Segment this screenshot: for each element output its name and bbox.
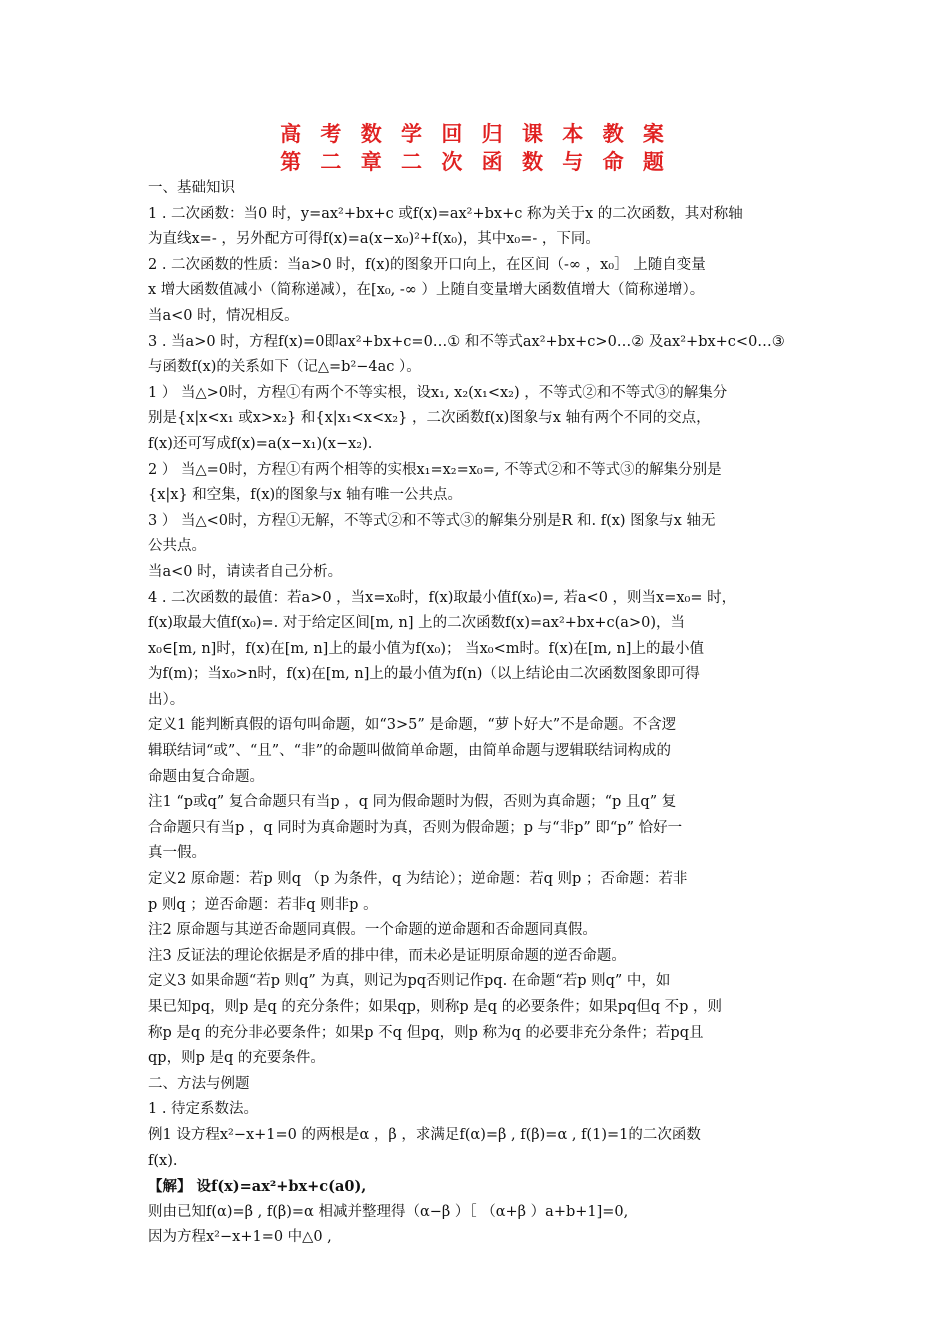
text-line: 因为方程x²−x+1=0 中△0 , <box>148 1229 332 1246</box>
text-line: 1 . 待定系数法。 <box>148 1101 259 1118</box>
text-line: 为f(m)；当x₀>n时，f(x)在[m, n]上的最小值为f(n)（以上结论由二次函数图象即可得 <box>148 666 700 683</box>
text-line: 公共点。 <box>148 538 206 555</box>
text-line: 例1 设方程x²−x+1=0 的两根是α ，β ，求满足f(α)=β , f(β)=α , f(1)=1的二次函数 <box>148 1126 701 1143</box>
text-line: x₀∈[m, n]时，f(x)在[m, n]上的最小值为f(x₀)； 当x₀<m时。f(x)在[m, n]上的最小值 <box>148 640 704 657</box>
text-line: f(x)取最大值f(x₀)=. 对于给定区间[m, n] 上的二次函数f(x)=ax²+bx+c(a>0)，当 <box>148 615 685 632</box>
text-line: 1 . 二次函数：当0 时，y=ax²+bx+c 或f(x)=ax²+bx+c 称为关于x 的二次函数，其对称轴 <box>148 205 743 222</box>
text-line: {x|x} 和空集，f(x)的图象与x 轴有唯一公共点。 <box>148 487 462 504</box>
text-line: 4 . 二次函数的最值：若a>0 ，当x=x₀时，f(x)取最小值f(x₀)=, 若a<0 ，则当x=x₀= 时， <box>148 589 737 606</box>
title-block <box>0 120 950 176</box>
text-line: 2 ） 当△=0时，方程①有两个相等的实根x₁=x₂=x₀=, 不等式②和不等式③的解集分别是 <box>148 461 722 478</box>
text-line: 当a<0 时，情况相反。 <box>148 307 299 324</box>
text-line: 辑联结词“或”、“且”、“非”的命题叫做简单命题，由简单命题与逻辑联结词构成的 <box>148 743 671 760</box>
text-line: 别是{x|x<x₁ 或x>x₂} 和{x|x₁<x<x₂} ，二次函数f(x)图象与x 轴有两个不同的交点， <box>148 410 711 427</box>
text-line: 3 ） 当△<0时，方程①无解，不等式②和不等式③的解集分别是R 和. f(x) 图象与x 轴无 <box>148 512 716 529</box>
text-line: p 则q ；逆否命题：若非q 则非p 。 <box>148 896 378 913</box>
text-line: 真一假。 <box>148 845 206 862</box>
text-line: 3 . 当a>0 时，方程f(x)=0即ax²+bx+c=0…① 和不等式ax²+bx+c>0…② 及ax²+bx+c<0…③ <box>148 333 785 350</box>
text-line: f(x). <box>148 1152 178 1169</box>
text-line: 当a<0 时，请读者自己分析。 <box>148 563 343 580</box>
text-line: 称p 是q 的充分非必要条件；如果p 不q 但pq，则p 称为q 的必要非充分条件；若pq且 <box>148 1024 704 1041</box>
text-line: 合命题只有当p ，q 同时为真命题时为真，否则为假命题；p 与“非p” 即“p” 恰好一 <box>148 819 683 836</box>
document-body <box>148 176 808 1251</box>
text-line: 则由已知f(α)=β , f(β)=α 相减并整理得（α−β ）［ （α+β ）a+b+1]=0, <box>148 1203 629 1220</box>
text-line: 二、方法与例题 <box>148 1075 250 1092</box>
text-line: 注2 原命题与其逆否命题同真假。一个命题的逆命题和否命题同真假。 <box>148 922 597 939</box>
text-line: 【解】 设f(x)=ax²+bx+c(a0), <box>148 1178 367 1196</box>
text-line: 注1 “p或q” 复合命题只有当p ，q 同为假命题时为假，否则为真命题；“p 且q” 复 <box>148 794 677 811</box>
text-line: 定义1 能判断真假的语句叫命题，如“3>5” 是命题，“萝卜好大”不是命题。不含逻 <box>148 717 677 734</box>
text-line: 定义3 如果命题“若p 则q” 为真，则记为pq否则记作pq. 在命题“若p 则q” 中，如 <box>148 973 671 990</box>
document-title: 高 考 数 学 回 归 课 本 教 案 <box>280 122 670 146</box>
text-line: 注3 反证法的理论依据是矛盾的排中律，而未必是证明原命题的逆否命题。 <box>148 947 626 964</box>
text-line: 命题由复合命题。 <box>148 768 264 785</box>
text-line: qp，则p 是q 的充要条件。 <box>148 1050 325 1067</box>
text-line: f(x)还可写成f(x)=a(x−x₁)(x−x₂). <box>148 435 373 452</box>
text-line: 为直线x=- ，另外配方可得f(x)=a(x−x₀)²+f(x₀)，其中x₀=- ，下同。 <box>148 231 600 248</box>
text-line: 1 ） 当△>0时，方程①有两个不等实根，设x₁, x₂(x₁<x₂) ，不等式②和不等式③的解集分 <box>148 384 728 401</box>
text-line: 与函数f(x)的关系如下（记△=b²−4ac ）。 <box>148 359 421 376</box>
text-line: x 增大函数值减小（简称递减），在[x₀, -∞ ）上随自变量增大函数值增大（简称递增）。 <box>148 282 705 299</box>
text-line: 一、基础知识 <box>148 180 235 196</box>
text-line: 2 . 二次函数的性质：当a>0 时，f(x)的图象开口向上，在区间（-∞ ，x₀］ 上随自变量 <box>148 256 706 273</box>
text-line: 出）。 <box>148 691 185 708</box>
text-line: 果已知pq，则p 是q 的充分条件；如果qp，则称p 是q 的必要条件；如果pq但q 不p ，则 <box>148 999 723 1015</box>
chapter-title: 第 二 章 二 次 函 数 与 命 题 <box>280 150 670 174</box>
text-line: 定义2 原命题：若p 则q （p 为条件，q 为结论）；逆命题：若q 则p ；否命题：若非 <box>148 871 688 888</box>
